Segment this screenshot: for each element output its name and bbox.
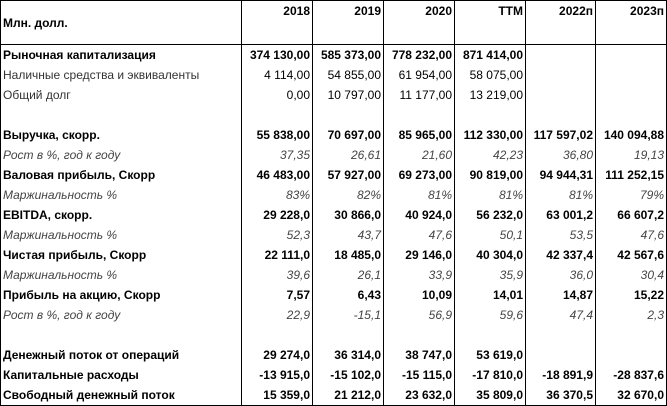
table-cell: 30 866,0 bbox=[313, 205, 384, 225]
table-cell: 43,7 bbox=[313, 225, 384, 245]
table-cell bbox=[384, 105, 455, 125]
row-label bbox=[1, 105, 242, 125]
table-cell bbox=[596, 345, 667, 365]
table-cell: 37,35 bbox=[242, 145, 313, 165]
table-cell: -15 115,0 bbox=[384, 365, 455, 385]
table-cell bbox=[526, 345, 596, 365]
row-label: Прибыль на акцию, Скорр bbox=[1, 285, 242, 305]
column-header-2023f: 2023п bbox=[596, 1, 667, 45]
row-label: Рыночная капитализация bbox=[1, 45, 242, 66]
table-cell bbox=[526, 105, 596, 125]
table-cell: 42 337,4 bbox=[526, 245, 596, 265]
table-cell: 70 697,00 bbox=[313, 125, 384, 145]
table-cell: 39,6 bbox=[242, 265, 313, 285]
table-cell: 6,43 bbox=[313, 285, 384, 305]
table-cell: 26,1 bbox=[313, 265, 384, 285]
table-cell bbox=[313, 325, 384, 345]
table-cell: 82% bbox=[313, 185, 384, 205]
table-cell: 32 670,0 bbox=[596, 385, 667, 406]
table-cell: 79% bbox=[596, 185, 667, 205]
table-row bbox=[1, 245, 667, 265]
table-cell: 52,3 bbox=[242, 225, 313, 245]
row-label: EBITDA, скорр. bbox=[1, 205, 242, 225]
table-cell: 30,4 bbox=[596, 265, 667, 285]
table-row bbox=[1, 325, 667, 345]
table-cell: 21,60 bbox=[384, 145, 455, 165]
table-cell: 56 232,0 bbox=[455, 205, 526, 225]
table-cell: 47,4 bbox=[526, 305, 596, 325]
table-cell: 2,3 bbox=[596, 305, 667, 325]
row-label: Валовая прибыль, Скорр bbox=[1, 165, 242, 185]
row-label: Капитальные расходы bbox=[1, 365, 242, 385]
row-label: Чистая прибыль, Скорр bbox=[1, 245, 242, 265]
table-cell: 22,9 bbox=[242, 305, 313, 325]
table-cell: 0,00 bbox=[242, 85, 313, 105]
table-row bbox=[1, 365, 667, 385]
table-row bbox=[1, 225, 667, 245]
table-cell bbox=[242, 325, 313, 345]
table-cell: 50,1 bbox=[455, 225, 526, 245]
table-cell: 13 219,00 bbox=[455, 85, 526, 105]
table-cell bbox=[596, 105, 667, 125]
table-cell bbox=[526, 85, 596, 105]
table-cell: 14,87 bbox=[526, 285, 596, 305]
table-cell: -15,1 bbox=[313, 305, 384, 325]
table-cell: 53,5 bbox=[526, 225, 596, 245]
table-row bbox=[1, 185, 667, 205]
table-cell: 81% bbox=[384, 185, 455, 205]
table-cell: 29 274,0 bbox=[242, 345, 313, 365]
table-cell: 374 130,00 bbox=[242, 45, 313, 66]
row-label: Рост в %, год к году bbox=[1, 305, 242, 325]
table-cell: 63 001,2 bbox=[526, 205, 596, 225]
header-row bbox=[1, 1, 667, 45]
table-cell: 18 485,0 bbox=[313, 245, 384, 265]
row-label: Наличные средства и эквиваленты bbox=[1, 65, 242, 85]
table-row bbox=[1, 85, 667, 105]
table-cell: -13 915,0 bbox=[242, 365, 313, 385]
table-cell: 21 212,0 bbox=[313, 385, 384, 406]
row-label: Выручка, скорр. bbox=[1, 125, 242, 145]
table-cell: 7,57 bbox=[242, 285, 313, 305]
table-cell: 19,13 bbox=[596, 145, 667, 165]
table-cell bbox=[526, 65, 596, 85]
row-label: Общий долг bbox=[1, 85, 242, 105]
table-cell: 29 146,0 bbox=[384, 245, 455, 265]
table-row bbox=[1, 65, 667, 85]
row-label: Маржинальность % bbox=[1, 225, 242, 245]
table-cell: 94 944,31 bbox=[526, 165, 596, 185]
table-cell: -15 102,0 bbox=[313, 365, 384, 385]
table-cell: 66 607,2 bbox=[596, 205, 667, 225]
table-cell: 47,6 bbox=[384, 225, 455, 245]
table-cell bbox=[526, 45, 596, 66]
row-label: Маржинальность % bbox=[1, 265, 242, 285]
row-label: Свободный денежный поток bbox=[1, 385, 242, 406]
table-row bbox=[1, 345, 667, 365]
column-header-2022f: 2022п bbox=[526, 1, 596, 45]
column-header-ttm: TTM bbox=[455, 1, 526, 45]
table-cell: 42,23 bbox=[455, 145, 526, 165]
table-cell bbox=[596, 65, 667, 85]
table-cell: 38 747,0 bbox=[384, 345, 455, 365]
table-cell: 81% bbox=[455, 185, 526, 205]
table-cell: 40 304,0 bbox=[455, 245, 526, 265]
table-row bbox=[1, 45, 667, 66]
row-label: Рост в %, год к году bbox=[1, 145, 242, 165]
table-cell: 22 111,0 bbox=[242, 245, 313, 265]
table-row bbox=[1, 305, 667, 325]
table-cell: 111 252,15 bbox=[596, 165, 667, 185]
table-cell: 778 232,00 bbox=[384, 45, 455, 66]
table-cell bbox=[596, 85, 667, 105]
table-row bbox=[1, 165, 667, 185]
table-cell: 85 965,00 bbox=[384, 125, 455, 145]
table-cell: 11 177,00 bbox=[384, 85, 455, 105]
table-cell: 36,80 bbox=[526, 145, 596, 165]
table-cell: 35 809,0 bbox=[455, 385, 526, 406]
table-row bbox=[1, 285, 667, 305]
table-cell: 585 373,00 bbox=[313, 45, 384, 66]
table-cell: 40 924,0 bbox=[384, 205, 455, 225]
table-cell: 112 330,00 bbox=[455, 125, 526, 145]
table-cell: -18 891,9 bbox=[526, 365, 596, 385]
table-cell: 15,22 bbox=[596, 285, 667, 305]
table-row bbox=[1, 145, 667, 165]
table-cell: 90 819,00 bbox=[455, 165, 526, 185]
table-cell: 36 370,5 bbox=[526, 385, 596, 406]
table-cell: 54 855,00 bbox=[313, 65, 384, 85]
table-cell: 47,6 bbox=[596, 225, 667, 245]
table-cell bbox=[596, 45, 667, 66]
table-cell bbox=[526, 325, 596, 345]
table-cell: -28 837,6 bbox=[596, 365, 667, 385]
table-cell: 55 838,00 bbox=[242, 125, 313, 145]
table-row bbox=[1, 385, 667, 406]
table-cell: 42 567,6 bbox=[596, 245, 667, 265]
table-cell bbox=[242, 105, 313, 125]
table-cell: 23 632,0 bbox=[384, 385, 455, 406]
table-cell: 56,9 bbox=[384, 305, 455, 325]
table-cell: 36,0 bbox=[526, 265, 596, 285]
row-label: Денежный поток от операций bbox=[1, 345, 242, 365]
table-cell bbox=[313, 105, 384, 125]
table-cell: 35,9 bbox=[455, 265, 526, 285]
table-cell: 140 094,88 bbox=[596, 125, 667, 145]
table-cell: 81% bbox=[526, 185, 596, 205]
table-cell: 4 114,00 bbox=[242, 65, 313, 85]
table-cell: 46 483,00 bbox=[242, 165, 313, 185]
table-cell: 871 414,00 bbox=[455, 45, 526, 66]
table-cell: 53 619,0 bbox=[455, 345, 526, 365]
table-cell: 10,09 bbox=[384, 285, 455, 305]
table-body bbox=[1, 45, 667, 406]
column-header-2020: 2020 bbox=[384, 1, 455, 45]
table-cell: -17 810,0 bbox=[455, 365, 526, 385]
table-cell: 29 228,0 bbox=[242, 205, 313, 225]
table-row bbox=[1, 265, 667, 285]
table-cell: 15 359,0 bbox=[242, 385, 313, 406]
table-cell: 83% bbox=[242, 185, 313, 205]
table-cell bbox=[596, 325, 667, 345]
table-row bbox=[1, 105, 667, 125]
table-row bbox=[1, 125, 667, 145]
table-cell: 33,9 bbox=[384, 265, 455, 285]
table-cell: 117 597,02 bbox=[526, 125, 596, 145]
table-cell: 36 314,0 bbox=[313, 345, 384, 365]
table-cell: 57 927,00 bbox=[313, 165, 384, 185]
table-cell: 10 797,00 bbox=[313, 85, 384, 105]
table-row bbox=[1, 205, 667, 225]
column-header-2018: 2018 bbox=[242, 1, 313, 45]
row-label bbox=[1, 325, 242, 345]
table-cell: 14,01 bbox=[455, 285, 526, 305]
corner-label: Млн. долл. bbox=[1, 1, 242, 45]
table-cell: 69 273,00 bbox=[384, 165, 455, 185]
column-header-2019: 2019 bbox=[313, 1, 384, 45]
table-cell: 61 954,00 bbox=[384, 65, 455, 85]
table-cell bbox=[455, 105, 526, 125]
table-cell: 58 075,00 bbox=[455, 65, 526, 85]
row-label: Маржинальность % bbox=[1, 185, 242, 205]
table-cell: 59,6 bbox=[455, 305, 526, 325]
table-cell: 26,61 bbox=[313, 145, 384, 165]
table-cell bbox=[384, 325, 455, 345]
table-cell bbox=[455, 325, 526, 345]
